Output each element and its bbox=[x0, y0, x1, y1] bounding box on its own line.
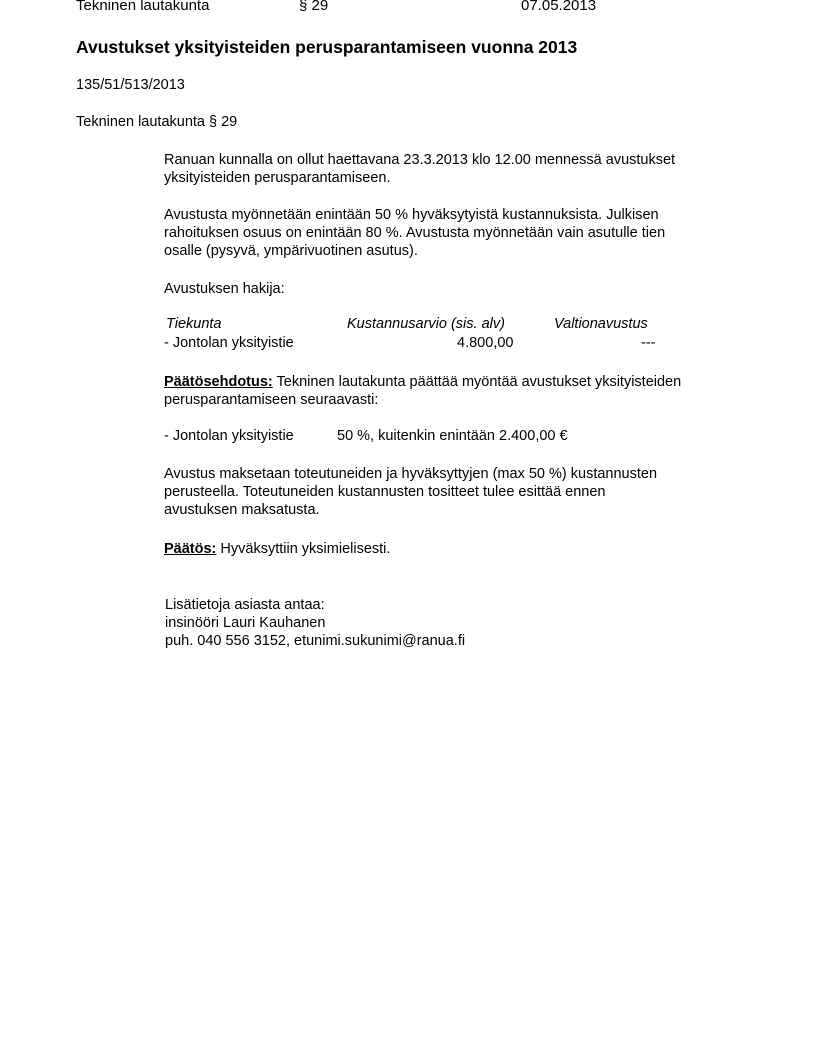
paragraph-line: perusteella. Toteutuneiden kustannusten tositteet tulee esittää ennen bbox=[164, 484, 606, 501]
contact-info bbox=[165, 596, 465, 651]
applicant-label: Avustuksen hakija: bbox=[164, 281, 285, 297]
table-header-cost: Kustannusarvio (sis. alv) bbox=[347, 316, 505, 332]
grant-road: - Jontolan yksityistie bbox=[164, 428, 294, 444]
proposal-section bbox=[164, 373, 681, 409]
decision-label: Päätös: bbox=[164, 541, 217, 557]
paragraph-line: Ranuan kunnalla on ollut haettavana 23.3.2013 klo 12.00 mennessä avustukset bbox=[164, 152, 676, 168]
paragraph-line: rahoituksen osuus on enintään 80 %. Avustusta myönnetään vain asutulle tien bbox=[164, 225, 666, 242]
contact-name: insinööri Lauri Kauhanen bbox=[165, 615, 326, 632]
contact-intro: Lisätietoja asiasta antaa: bbox=[165, 597, 325, 613]
header-committee: Tekninen lautakunta bbox=[76, 0, 210, 14]
grant-amount: 50 %, kuitenkin enintään 2.400,00 € bbox=[337, 428, 568, 444]
paragraph-grant-terms bbox=[164, 206, 665, 261]
contact-details: puh. 040 556 3152, etunimi.sukunimi@ranua.fi bbox=[165, 633, 466, 650]
table-header-grant: Valtionavustus bbox=[554, 316, 648, 332]
document-title: Avustukset yksityisteiden perusparantamiseen vuonna 2013 bbox=[76, 37, 578, 57]
committee-section: Tekninen lautakunta § 29 bbox=[76, 114, 238, 130]
table-header-road: Tiekunta bbox=[166, 316, 222, 332]
table-cell-cost: 4.800,00 bbox=[457, 335, 514, 351]
reference-number: 135/51/513/2013 bbox=[76, 77, 185, 93]
paragraph-line: yksityisteiden perusparantamiseen. bbox=[164, 170, 391, 187]
proposal-text-continued: perusparantamiseen seuraavasti: bbox=[164, 392, 379, 409]
paragraph-application bbox=[164, 151, 675, 187]
decision-text: Hyväksyttiin yksimielisesti. bbox=[220, 541, 391, 557]
paragraph-line: avustuksen maksatusta. bbox=[164, 502, 320, 519]
paragraph-line: osalle (pysyvä, ympärivuotinen asutus). bbox=[164, 243, 418, 260]
decision-section bbox=[164, 540, 390, 558]
table-cell-road: - Jontolan yksityistie bbox=[164, 335, 294, 351]
header-date: 07.05.2013 bbox=[521, 0, 597, 14]
table-cell-grant: --- bbox=[641, 335, 656, 351]
proposal-label: Päätösehdotus: bbox=[164, 374, 273, 390]
paragraph-line: Avustus maksetaan toteutuneiden ja hyväksyttyjen (max 50 %) kustannusten bbox=[164, 466, 658, 482]
paragraph-line: Avustusta myönnetään enintään 50 % hyväksytyistä kustannuksista. Julkisen bbox=[164, 207, 659, 223]
proposal-text: Tekninen lautakunta päättää myöntää avustukset yksityisteiden bbox=[276, 374, 682, 390]
header-section: § 29 bbox=[299, 0, 329, 14]
paragraph-payment bbox=[164, 465, 657, 520]
